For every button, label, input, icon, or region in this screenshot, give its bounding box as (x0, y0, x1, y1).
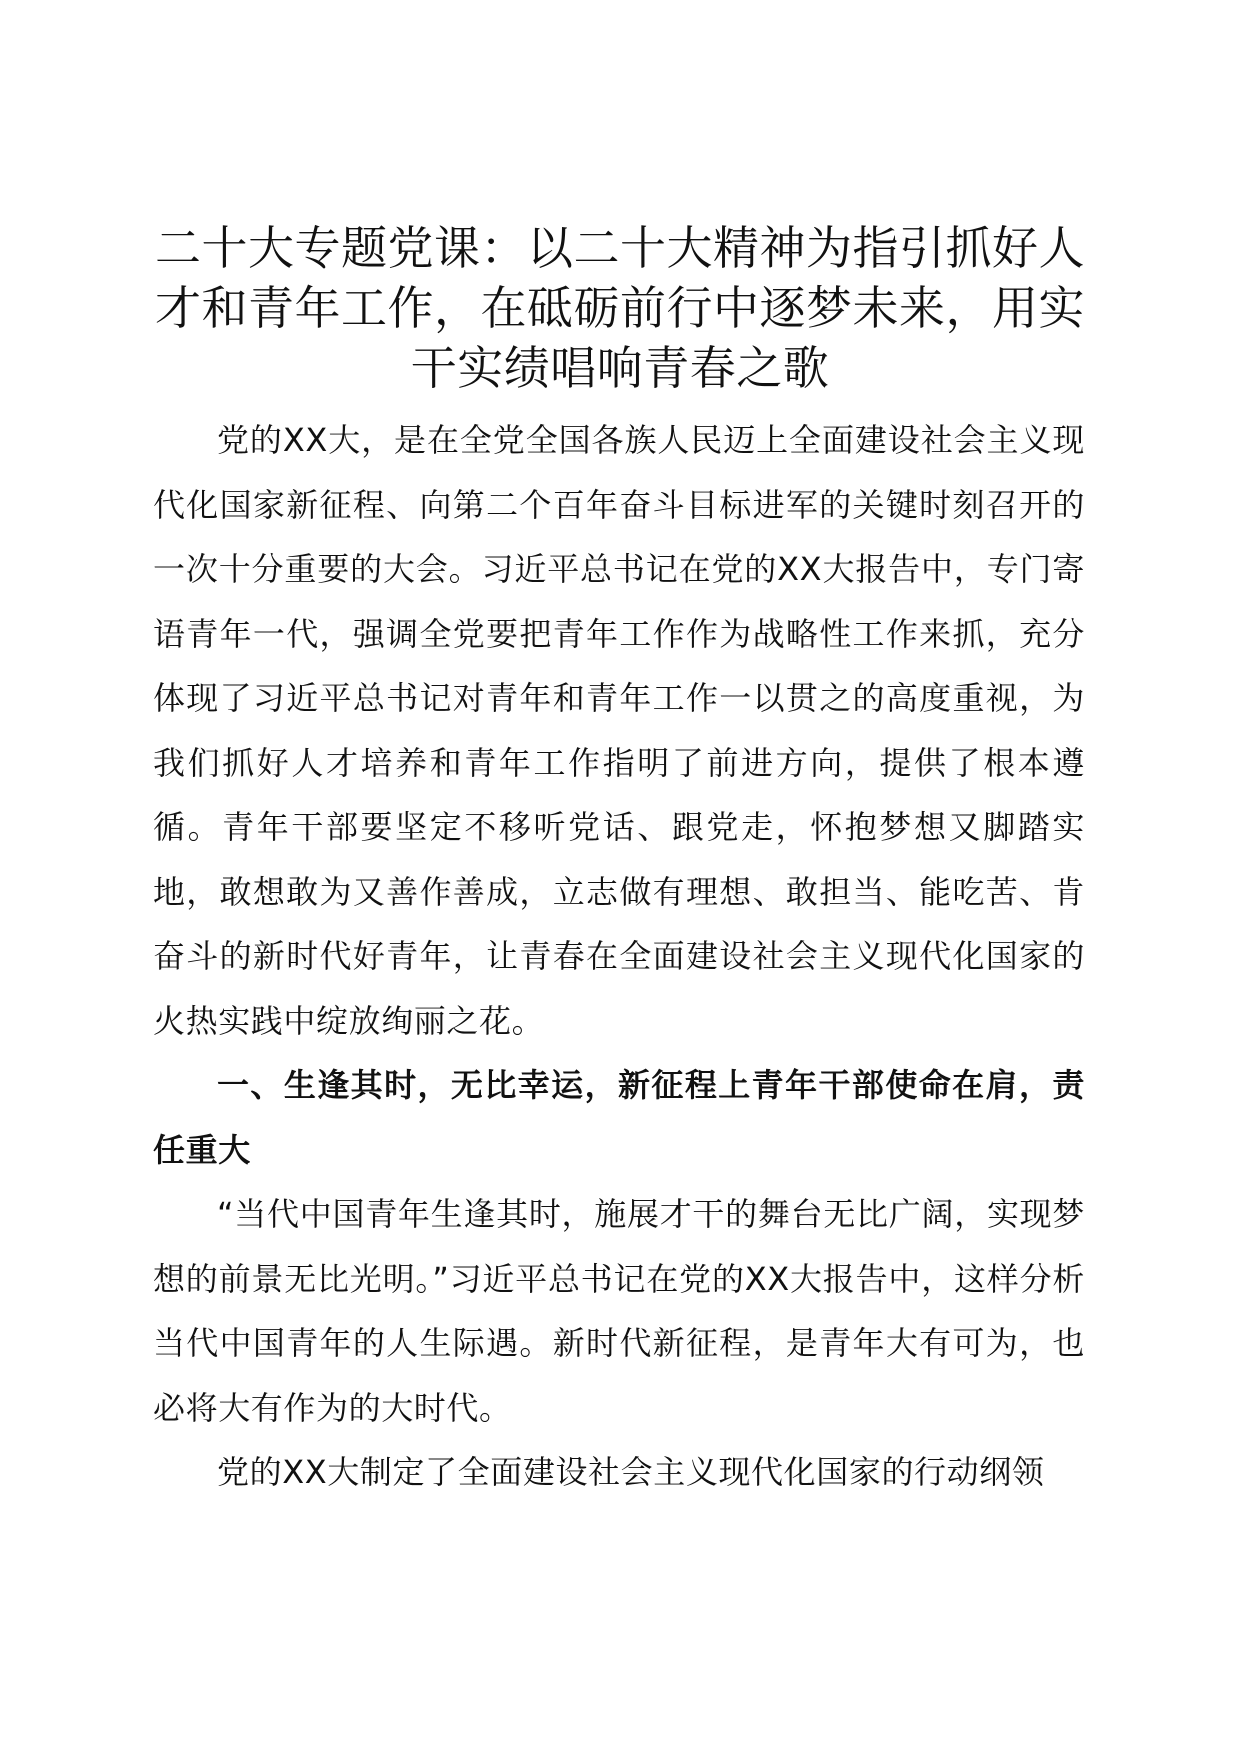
intro-paragraph: 党的XX大，是在全党全国各族人民迈上全面建设社会主义现代化国家新征程、向第二个百年奋斗目标进军的关键时刻召开的一次十分重要的大会。习近平总书记在党的XX大报告中，专门寄语青年一代，强调全党要把青年工作作为战略性工作来抓，充分体现了习近平总书记对青年和青年工作一以贯之的高度重视，为我们抓好人才培养和青年工作指明了前进方向，提供了根本遵循。青年干部要坚定不移听党话、跟党走，怀抱梦想又脚踏实地，敢想敢为又善作善成，立志做有理想、敢担当、能吃苦、肯奋斗的新时代好青年，让青春在全面建设社会主义现代化国家的火热实践中绽放绚丽之花。 (153, 421, 1085, 1040)
document-title: 二十大专题党课：以二十大精神为指引抓好人才和青年工作，在砥砺前行中逐梦未来，用实干实绩唱响青春之歌 (155, 221, 1085, 395)
section-heading-1: 一、生逢其时，无比幸运，新征程上青年干部使命在肩，责任重大 (153, 1066, 1085, 1169)
document-body (153, 408, 1085, 1505)
body-paragraph: 党的XX大制定了全面建设社会主义现代化国家的行动纲领 (217, 1453, 1045, 1491)
quote-paragraph: “当代中国青年生逢其时，施展才干的舞台无比广阔，实现梦想的前景无比光明。”习近平总书记在党的XX大报告中，这样分析当代中国青年的人生际遇。新时代新征程，是青年大有可为，也必将大有作为的大时代。 (153, 1195, 1085, 1427)
